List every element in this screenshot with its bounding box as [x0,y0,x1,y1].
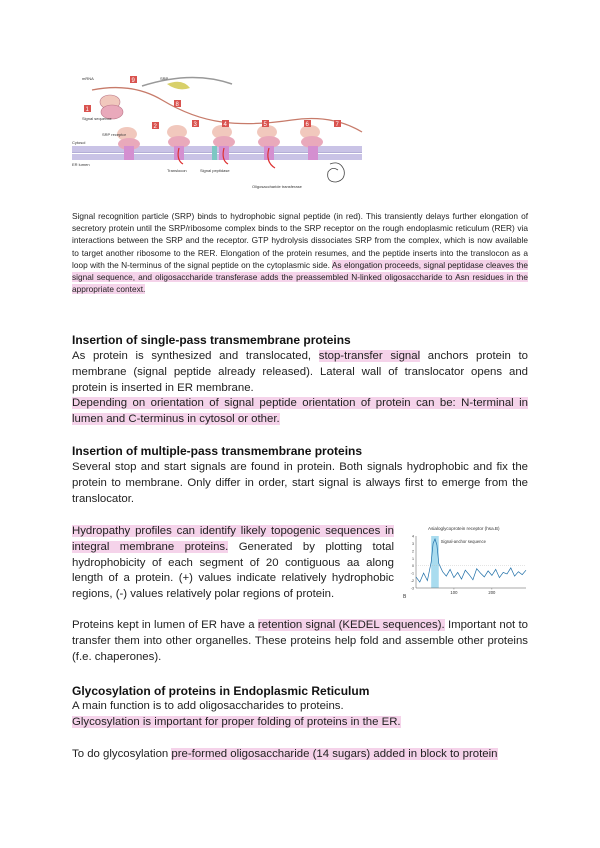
highlight-hydropathy: Hydropathy profiles can identify likely topogenic sequences in integral membrane proteins. [72,525,394,553]
signal-anchor-annotation: Signal-anchor sequence [440,539,486,544]
svg-text:9: 9 [131,78,135,84]
glycosylation-paragraph: A main function is to add oligosaccharides to proteins. Glycosylation is important for proper folding of proteins in the ER. [72,700,401,728]
y-tick-label: 0 [412,564,414,569]
srp-pathway-figure [72,72,372,202]
svg-text:7: 7 [335,122,339,128]
recycle-arrow [142,77,232,86]
y-tick-label: -3 [410,586,414,591]
highlight-preformed-oligosaccharide: pre-formed oligosaccharide (14 sugars) added in block to protein [171,748,498,760]
figure1-caption [72,210,528,295]
label-srp: SRP [160,76,169,81]
srp-particle [167,82,190,90]
label-srp-receptor: SRP receptor [102,132,126,137]
section2-paragraph: Several stop and start signals are found in protein. Both signals hydrophobic and fix the protein to membrane. Only differ in order, start signal is always first to emerge from the translocator. [72,461,528,505]
label-mrna: mRNA [82,76,94,81]
retention-paragraph: Proteins kept in lumen of ER have a retention signal (KEDEL sequences). Important not to transfer them into other organelles. These proteins help fold and assemble other proteins (f.e. chaperones). [72,619,528,663]
highlight-retention-signal: retention signal (KEDEL sequences). [257,619,445,631]
label-signal-sequence: Signal sequence [82,116,112,121]
svg-text:5: 5 [263,122,267,128]
label-er-lumen: ER lumen [72,162,90,167]
caption-highlight: As elongation proceeds, signal peptidase cleaves the signal sequence, and oligosaccharide transferase adds the preassembled N-linked oligosaccharide to Asn residues in the appropriate context. [72,259,528,295]
label-oligosaccharide-transferase: Oligosaccharide transferase [252,184,302,189]
y-tick-label: 4 [412,534,414,539]
y-tick-label: -1 [410,571,414,576]
y-tick-label: 3 [412,541,414,546]
highlight-stop-transfer: stop-transfer signal [318,350,421,362]
label-signal-peptidase: Signal peptidase [200,168,230,173]
section-heading-single-pass: Insertion of single-pass transmembrane proteins [72,333,351,347]
chart-panel-label: B [403,594,407,600]
y-tick-label: 1 [412,556,414,561]
hydropathy-chart [402,522,528,602]
section-heading-multi-pass: Insertion of multiple-pass transmembrane proteins [72,444,363,458]
svg-text:3: 3 [193,122,197,128]
svg-text:2: 2 [153,124,157,130]
caption-text: Signal recognition particle (SRP) binds to hydrophobic signal peptide (in red). This transiently delays further elongation of secretory protein until the SRP/ribosome complex binds to the SRP receptor on the rough endoplasmic reticulum (RER) via interactions between the SRP and the receptor. GTP hydrolysis dissociates SRP from the complex, which is now available to target another ribosome to the RER. Elongation of the protein resumes, and the peptide inserts into the translocon as a loop with the N-terminus of the signal peptide on the cytoplasmic side. [72,211,528,270]
svg-text:8: 8 [175,102,179,108]
x-tick-label: 200 [488,590,496,595]
section-heading-glycosylation: Glycosylation of proteins in Endoplasmic Reticulum [72,684,370,698]
y-tick-label: 2 [412,549,414,554]
oligosaccharide-paragraph: To do glycosylation pre-formed oligosaccharide (14 sugars) added in block to protein [72,748,498,760]
svg-text:4: 4 [223,122,227,128]
chart-title: Asialoglycoprotein receptor (hsa.B) [428,526,500,531]
signal-anchor-region [431,536,439,588]
section1-paragraph: As protein is synthesized and translocated, stop-transfer signal anchors protein to membrane (signal peptide already released). Lateral wall of translocator opens and protein is inserted in ER membrane. [72,350,528,394]
section1-orientation-paragraph: Depending on orientation of signal peptide orientation of protein can be: N-terminal in lumen and C-terminus in cytosol or other. [72,397,528,425]
step-markers [84,76,341,130]
label-translocon: Translocon [167,168,187,173]
hydropathy-paragraph: Hydropathy profiles can identify likely topogenic sequences in integral membrane proteins. Generated by plotting total hydrophobicity of each segment of 20 contiguous aa along length of a protein. (+) values indicate relatively hydrophobic regions, (-) values relatively polar regions of protein. [72,525,395,601]
x-tick-label: 100 [450,590,458,595]
svg-text:1: 1 [85,107,89,113]
folded-protein [328,163,345,182]
label-cytosol: Cytosol [72,140,86,145]
y-tick-label: -2 [410,579,414,584]
svg-text:6: 6 [305,122,309,128]
highlight-glycosylation: Glycosylation is important for proper folding of proteins in the ER. [72,715,401,728]
